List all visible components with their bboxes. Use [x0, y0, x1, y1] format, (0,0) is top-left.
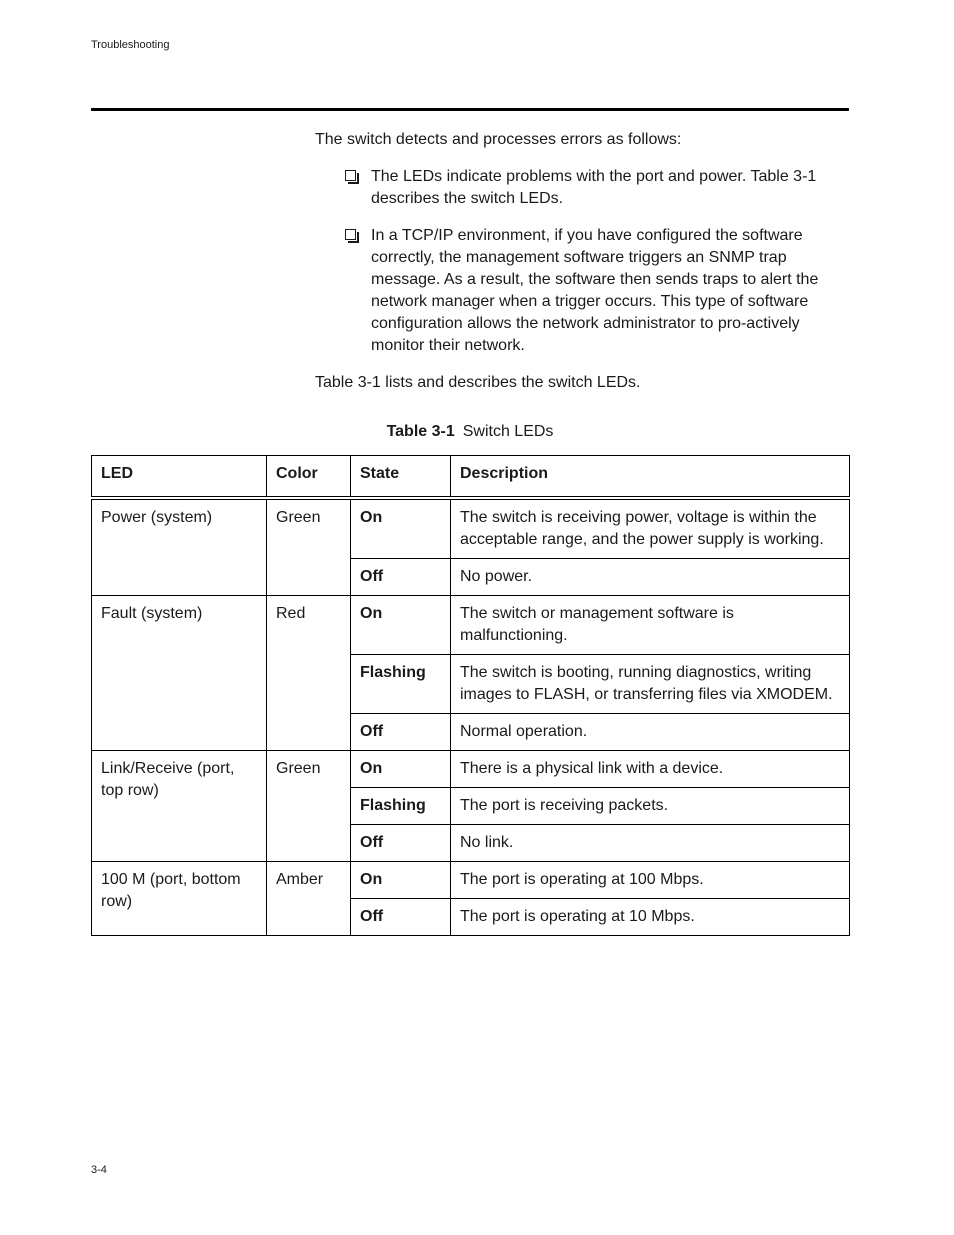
led-state-cell: Off: [351, 825, 451, 862]
list-item: [345, 166, 855, 210]
led-color-cell: Green: [267, 498, 351, 596]
header-rule: [91, 108, 849, 111]
table-row: [92, 862, 850, 899]
column-header-state: State: [351, 456, 451, 499]
column-header-color: Color: [267, 456, 351, 499]
led-state-cell: Off: [351, 714, 451, 751]
led-description-cell: The switch or management software is malfunctioning.: [451, 596, 850, 655]
led-state-cell: On: [351, 596, 451, 655]
led-name-cell: Fault (system): [92, 596, 267, 751]
led-name-cell: Power (system): [92, 498, 267, 596]
led-state-cell: Off: [351, 899, 451, 936]
led-name-cell: 100 M (port, bottom row): [92, 862, 267, 936]
table-caption-label: Table 3-1: [386, 423, 455, 440]
led-description-cell: The switch is receiving power, voltage is within the acceptable range, and the power supply is working.: [451, 498, 850, 559]
led-description-cell: The port is operating at 100 Mbps.: [451, 862, 850, 899]
led-color-cell: Amber: [267, 862, 351, 936]
intro-paragraph: The switch detects and processes errors as follows:: [315, 131, 682, 148]
led-color-cell: Red: [267, 596, 351, 751]
led-description-cell: There is a physical link with a device.: [451, 751, 850, 788]
table-row: [92, 596, 850, 655]
led-name-cell: Link/Receive (port, top row): [92, 751, 267, 862]
error-handling-list: [345, 166, 855, 372]
table-header-row: [92, 456, 850, 499]
table-row: [92, 498, 850, 559]
led-state-cell: Flashing: [351, 655, 451, 714]
led-color-cell: Green: [267, 751, 351, 862]
led-description-cell: Normal operation.: [451, 714, 850, 751]
table-row: [92, 751, 850, 788]
switch-leds-table: [91, 455, 850, 936]
led-description-cell: The switch is booting, running diagnostics, writing images to FLASH, or transferring files via XMODEM.: [451, 655, 850, 714]
led-state-cell: On: [351, 498, 451, 559]
led-state-cell: Off: [351, 559, 451, 596]
list-item-text: In a TCP/IP environment, if you have configured the software correctly, the management software triggers an SNMP trap message. As a result, the software then sends traps to alert the network manager when a trigger occurs. This type of software configuration allows the network administrator to pro-actively monitor their network.: [371, 227, 819, 354]
led-description-cell: The port is operating at 10 Mbps.: [451, 899, 850, 936]
checkbox-bullet-icon: [345, 229, 356, 240]
led-description-cell: No power.: [451, 559, 850, 596]
page-number: 3-4: [91, 1164, 107, 1176]
table-caption-title: Switch LEDs: [462, 423, 554, 440]
running-head: Troubleshooting: [91, 39, 170, 51]
led-state-cell: On: [351, 862, 451, 899]
column-header-description: Description: [451, 456, 850, 499]
led-state-cell: Flashing: [351, 788, 451, 825]
column-header-led: LED: [92, 456, 267, 499]
table-reference-paragraph: Table 3-1 lists and describes the switch LEDs.: [315, 374, 641, 391]
table-caption: [0, 423, 940, 441]
list-item-text: The LEDs indicate problems with the port and power. Table 3-1 describes the switch LEDs.: [371, 168, 817, 207]
led-state-cell: On: [351, 751, 451, 788]
list-item: [345, 225, 855, 357]
led-description-cell: No link.: [451, 825, 850, 862]
led-description-cell: The port is receiving packets.: [451, 788, 850, 825]
checkbox-bullet-icon: [345, 170, 356, 181]
